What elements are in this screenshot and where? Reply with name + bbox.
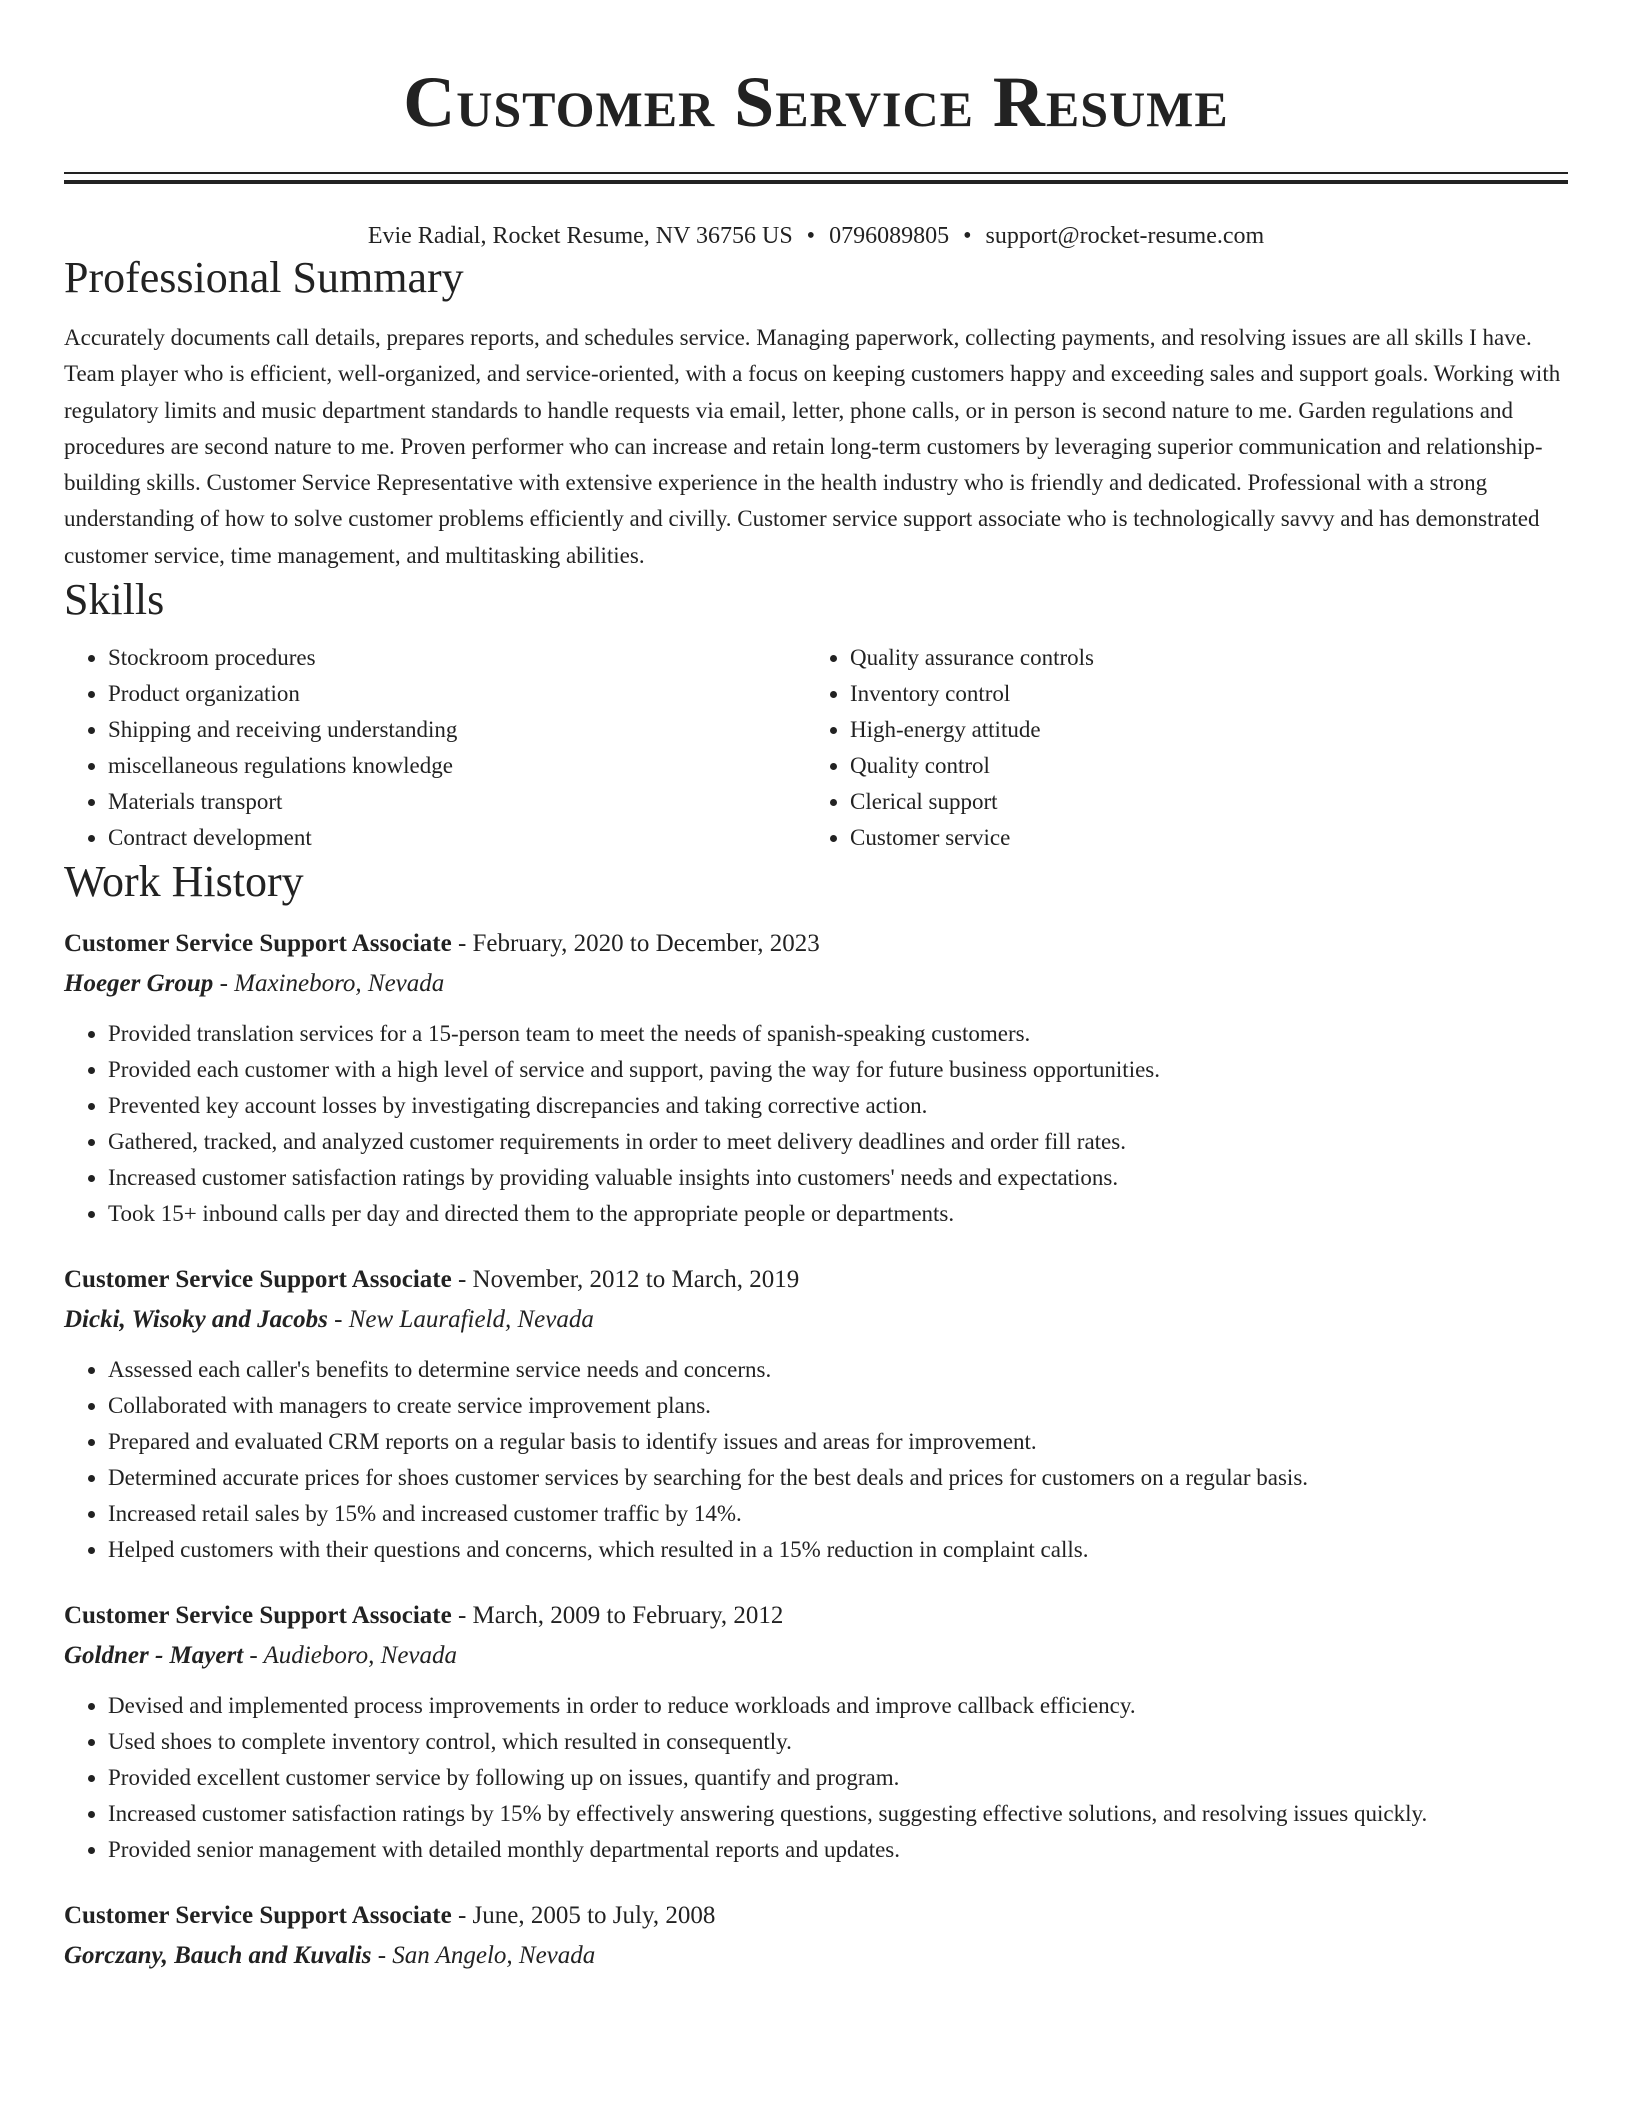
job-duty-item: • Prepared and evaluated CRM reports on a regular basis to identify issues and areas for improvement.: [108, 1424, 1568, 1460]
skill-item: • Quality control: [850, 748, 1094, 784]
job-dash: -: [451, 930, 473, 958]
job-duty-item: • Increased customer satisfaction ratings by providing valuable insights into customers' needs and expectations.: [108, 1160, 1568, 1196]
job-dates: November, 2012 to March, 2019: [472, 1266, 800, 1294]
job-company-line: [64, 1302, 1568, 1338]
skills-list-right: [806, 640, 1094, 856]
job-dash: -: [243, 1642, 264, 1670]
skill-item: • Product organization: [108, 676, 806, 712]
work-history-list: [64, 926, 1568, 1974]
job-duty-item: • Increased retail sales by 15% and increased customer traffic by 14%.: [108, 1496, 1568, 1532]
job-duty-item: • Collaborated with managers to create service improvement plans.: [108, 1388, 1568, 1424]
job-dash: -: [371, 1942, 393, 1970]
job-dates: March, 2009 to February, 2012: [472, 1602, 784, 1630]
job-duties-list: [64, 1352, 1568, 1568]
skill-item: • Contract development: [108, 820, 806, 856]
contact-separator: •: [963, 223, 972, 249]
job-location: Maxineboro, Nevada: [234, 970, 445, 998]
job-duty-item: • Determined accurate prices for shoes customer services by searching for the best deals and prices for customers on a regular basis.: [108, 1460, 1568, 1496]
job-company-line: [64, 1938, 1568, 1974]
skill-item: • High-energy attitude: [850, 712, 1094, 748]
contact-address: Evie Radial, Rocket Resume, NV 36756 US: [367, 223, 793, 249]
job-role: Customer Service Support Associate: [64, 1602, 452, 1630]
contact-phone: 0796089805: [829, 223, 950, 249]
job-company: Hoeger Group: [64, 970, 214, 998]
contact-line: [64, 220, 1568, 252]
divider-thin-line: [64, 172, 1568, 174]
job-company: Gorczany, Bauch and Kuvalis: [64, 1942, 372, 1970]
skill-item: • Stockroom procedures: [108, 640, 806, 676]
job-duty-item: • Prevented key account losses by investigating discrepancies and taking corrective action.: [108, 1088, 1568, 1124]
skill-item: • Clerical support: [850, 784, 1094, 820]
job-role: Customer Service Support Associate: [64, 1902, 452, 1930]
skill-item: • Customer service: [850, 820, 1094, 856]
job-company: Dicki, Wisoky and Jacobs: [64, 1306, 328, 1334]
job-company-line: [64, 1638, 1568, 1674]
job-duty-item: • Took 15+ inbound calls per day and directed them to the appropriate people or departments.: [108, 1196, 1568, 1232]
job-title-line: [64, 1262, 1568, 1298]
resume-title: Customer Service Resume: [403, 62, 1229, 142]
job-duties-list: [64, 1688, 1568, 1868]
job-dash: -: [327, 1306, 349, 1334]
job-duty-item: • Increased customer satisfaction ratings by 15% by effectively answering questions, suggesting effective solutions, and resolving issues quickly.: [108, 1796, 1568, 1832]
job-dash: -: [451, 1602, 473, 1630]
job-duties-list: [64, 1016, 1568, 1232]
job-entry: [64, 1598, 1568, 1868]
job-entry: [64, 1262, 1568, 1568]
skill-item: • Materials transport: [108, 784, 806, 820]
job-role: Customer Service Support Associate: [64, 1266, 452, 1294]
skills-columns: [64, 640, 1568, 856]
job-title-line: [64, 926, 1568, 962]
job-entry: [64, 926, 1568, 1232]
job-duty-item: • Provided translation services for a 15-person team to meet the needs of spanish-speaking customers.: [108, 1016, 1568, 1052]
section-heading-skills: Skills: [64, 575, 165, 625]
skills-list-left: [64, 640, 806, 856]
job-duty-item: • Provided senior management with detailed monthly departmental reports and updates.: [108, 1832, 1568, 1868]
job-location: Audieboro, Nevada: [263, 1642, 458, 1670]
job-entry: [64, 1898, 1568, 1974]
summary-text: Accurately documents call details, prepares reports, and schedules service. Managing paperwork, collecting payments, and resolving issues are all skills I have. Team player who is efficient, well-organized, and service-oriented, with a focus on keeping customers happy and exceeding sales and support goals. Working with regulatory limits and music department standards to handle requests via email, letter, phone calls, or in person is second nature to me. Garden regulations and procedures are second nature to me. Proven performer who can increase and retain long-term customers by leveraging superior communication and relationship-building skills. Customer Service Representative with extensive experience in the health industry who is friendly and dedicated. Professional with a strong understanding of how to solve customer problems efficiently and civilly. Customer service support associate who is technologically savvy and has demonstrated customer service, time management, and multitasking abilities.: [64, 325, 1561, 568]
job-dash: -: [451, 1902, 473, 1930]
section-heading-work-history: Work History: [64, 857, 304, 907]
contact-separator: •: [806, 223, 816, 249]
job-dash: -: [451, 1266, 473, 1294]
skill-item: • Inventory control: [850, 676, 1094, 712]
job-dates: February, 2020 to December, 2023: [472, 930, 820, 958]
job-duty-item: • Devised and implemented process improvements in order to reduce workloads and improve callback efficiency.: [108, 1688, 1568, 1724]
contact-email: support@rocket-resume.com: [985, 223, 1265, 249]
job-duty-item: • Provided excellent customer service by following up on issues, quantify and program.: [108, 1760, 1568, 1796]
skill-item: • miscellaneous regulations knowledge: [108, 748, 806, 784]
job-location: New Laurafield, Nevada: [348, 1306, 594, 1334]
job-role: Customer Service Support Associate: [64, 930, 452, 958]
title-divider: [64, 172, 1568, 184]
skill-item: • Shipping and receiving understanding: [108, 712, 806, 748]
job-title-line: [64, 1598, 1568, 1634]
section-heading-summary: Professional Summary: [64, 253, 464, 302]
skill-item: • Quality assurance controls: [850, 640, 1094, 676]
job-dates: June, 2005 to July, 2008: [472, 1902, 716, 1930]
job-duty-item: • Gathered, tracked, and analyzed customer requirements in order to meet delivery deadlines and order fill rates.: [108, 1124, 1568, 1160]
job-duty-item: • Provided each customer with a high level of service and support, paving the way for future business opportunities.: [108, 1052, 1568, 1088]
job-company: Goldner - Mayert: [64, 1642, 244, 1670]
job-dash: -: [213, 970, 235, 998]
job-location: San Angelo, Nevada: [392, 1942, 596, 1970]
job-duty-item: • Helped customers with their questions and concerns, which resulted in a 15% reduction in complaint calls.: [108, 1532, 1568, 1568]
job-duty-item: • Assessed each caller's benefits to determine service needs and concerns.: [108, 1352, 1568, 1388]
job-company-line: [64, 966, 1568, 1002]
job-title-line: [64, 1898, 1568, 1934]
divider-thick-line: [64, 180, 1568, 184]
job-duty-item: • Used shoes to complete inventory control, which resulted in consequently.: [108, 1724, 1568, 1760]
